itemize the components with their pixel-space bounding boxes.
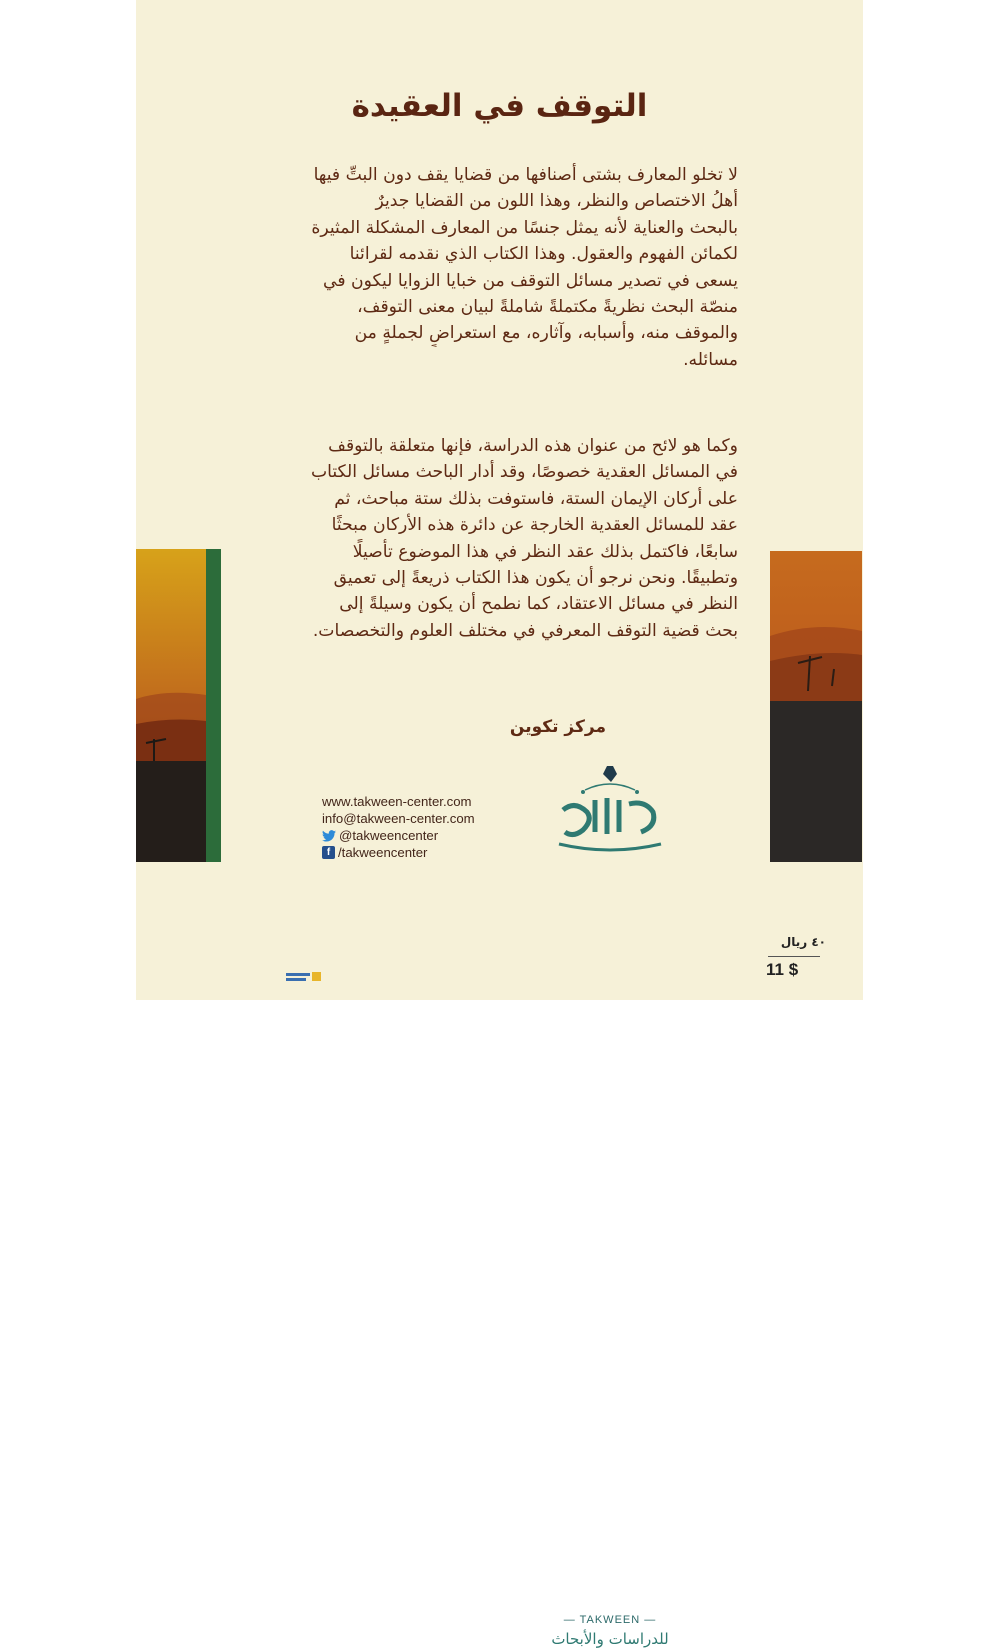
blurb-paragraph-1 <box>262 162 738 373</box>
paragraph-line: والموقف منه، وأسبابه، وآثاره، مع استعراضٍ لجملةٍ من <box>354 323 738 344</box>
signature: مركز تكوين <box>509 717 606 737</box>
paragraph-line: أهلُ الاختصاص والنظر، وهذا اللون من القضايا جديرٌ <box>375 191 738 212</box>
contact-block <box>322 793 522 861</box>
takween-logo <box>545 760 675 1648</box>
paragraph-line: لا تخلو المعارف بشتى أصنافها من قضايا يقف دون البتِّ فيها <box>313 165 738 185</box>
back-cover <box>136 0 863 1000</box>
paragraph-line: النظر في مسائل الاعتقاد، كما نطمح أن يكون وسيلةً إلى <box>339 594 738 615</box>
email-link[interactable]: info@takween-center.com <box>322 811 475 826</box>
paragraph-line: بالبحث والعناية لأنه يمثل جنسًا من المعارف المشكلة المثيرة <box>311 217 738 238</box>
price-divider <box>768 956 820 957</box>
paragraph-line: منصّة البحث نظريةً مكتملةً شاملةً لبيان معنى التوقف، <box>357 297 738 318</box>
website-row <box>322 793 522 810</box>
paragraph-line: يسعى في تصدير مسائل التوقف من خبايا الزوايا ليكون في <box>323 270 738 291</box>
paragraph-line: عقد للمسائل العقدية الخارجة عن دائرة هذه الأركان مبحثًا <box>331 515 738 536</box>
paragraph-line: على أركان الإيمان الستة، فاستوفت بذلك ستة مباحث، ثم <box>334 488 738 509</box>
twitter-row <box>322 827 522 844</box>
paragraph-line: وتطبيقًا. ونحن نرجو أن يكون هذا الكتاب ذريعةً إلى تعميق <box>333 568 738 589</box>
price-sar: ٤٠ ريال <box>780 935 826 949</box>
logo-latin-text: TAKWEEN <box>579 1614 641 1626</box>
twitter-handle[interactable]: @takweencenter <box>339 828 439 843</box>
facebook-row <box>322 844 522 861</box>
price-usd: 11 $ <box>766 960 799 979</box>
paragraph-line: وكما هو لائح من عنوان هذه الدراسة، فإنها متعلقة بالتوقف <box>328 436 738 456</box>
left-green-band <box>206 549 221 862</box>
paragraph-line: مسائله. <box>683 349 738 370</box>
paragraph-line: بحث قضية التوقف المعرفي في مختلف العلوم والتخصصات. <box>312 620 738 641</box>
twitter-icon <box>322 830 336 842</box>
book-title: التوقف في العقيدة <box>351 88 648 124</box>
paragraph-line: في المسائل العقدية خصوصًا، وقد أدار الباحث مسائل الكتاب <box>310 462 738 483</box>
facebook-icon: f <box>322 846 335 859</box>
right-photo-strip <box>770 551 862 862</box>
blurb-paragraph-2 <box>262 433 738 644</box>
left-photo-strip <box>136 549 206 862</box>
logo-emblem-icon <box>545 760 675 855</box>
paragraph-line: لكمائن الفهوم والعقول. وهذا الكتاب الذي نقدمه لقرائنا <box>349 244 738 265</box>
email-row <box>322 810 522 827</box>
facebook-handle[interactable]: /takweencenter <box>338 845 428 860</box>
website-link[interactable]: www.takween-center.com <box>322 794 472 809</box>
logo-latin-name: — TAKWEEN — <box>563 1614 657 1626</box>
logo-tagline: للدراسات والأبحاث <box>551 1630 669 1648</box>
paragraph-line: سابعًا، فاكتمل بذلك عقد النظر في هذا الموضوع تأصيلًا <box>352 541 738 562</box>
distributor-logo <box>286 968 322 980</box>
